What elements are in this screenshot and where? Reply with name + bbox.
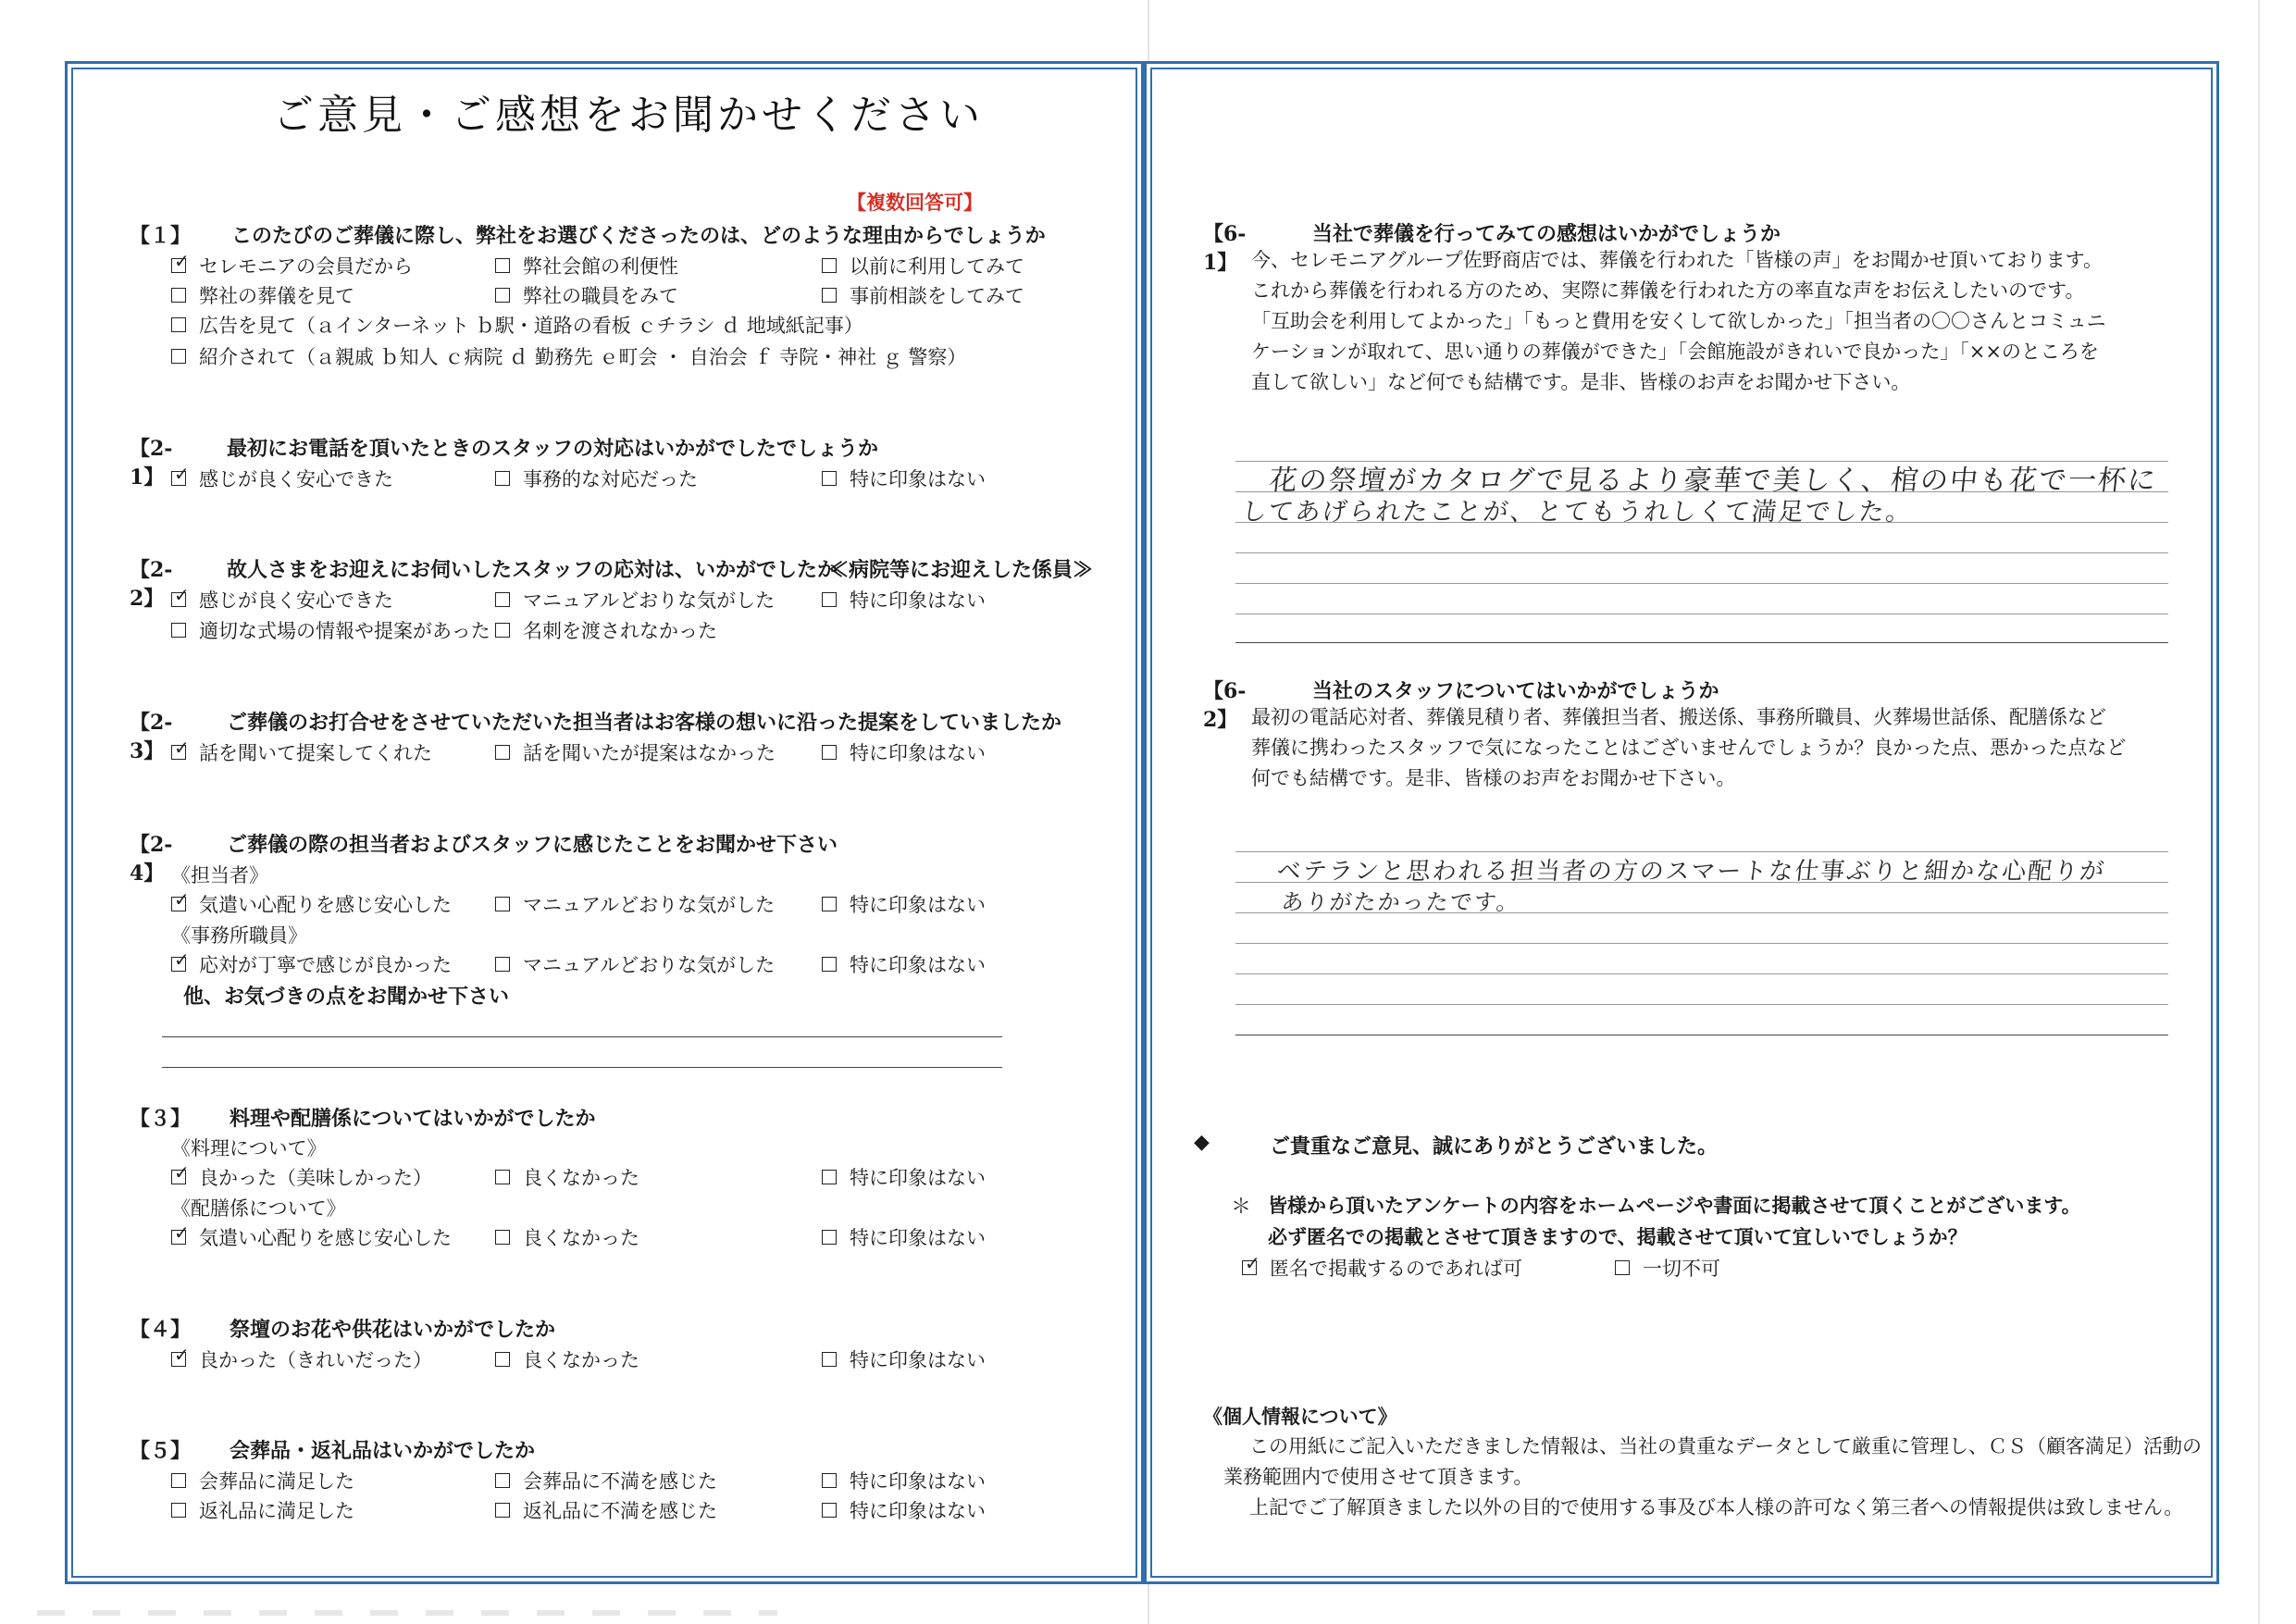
question-note: ≪病院等にお迎えした係員≫ (828, 558, 1094, 582)
q4-option[interactable]: 良くなかった (495, 1345, 639, 1373)
q2-1-option[interactable]: 事務的な対応だった (495, 465, 698, 492)
checkbox-checked-icon[interactable] (171, 258, 186, 273)
question-text: 会葬品・返礼品はいかがでしたか (230, 1439, 536, 1463)
checkbox-checked-icon[interactable] (171, 957, 186, 972)
question-text: 料理や配膳係についてはいかがでしたか (230, 1107, 596, 1131)
question-description: ケーションが取れて、思い通りの葬儀ができた」「会館施設がきれいで良かった」「××のところを (1251, 341, 2099, 363)
q4-option[interactable]: 特に印象はない (822, 1345, 986, 1373)
checkbox-checked-icon[interactable] (171, 897, 186, 911)
thanks-message: ご貴重なご意見、誠にありがとうございました。 (1270, 1134, 1719, 1159)
handwritten-answer: ありがたかったです。 (1280, 889, 1522, 915)
q1-option[interactable]: 弊社会館の利便性 (495, 252, 678, 279)
checkbox-icon[interactable] (171, 317, 186, 332)
handwritten-answer: してあげられたことが、とてもうれしくて満足でした。 (1240, 498, 1915, 527)
subgroup-label: 《配膳係について》 (171, 1197, 346, 1220)
write-line[interactable] (1235, 642, 2168, 643)
q2-2-option[interactable]: 名刺を渡されなかった (495, 616, 717, 644)
question-text: ご葬儀のお打合せをさせていただいた担当者はお客様の想いに沿った提案をしていましたか (227, 711, 1062, 735)
question-description: これから葬儀を行われる方のため、実際に葬儀を行われた方の率直な声をお伝えしたいのです。 (1251, 279, 2085, 302)
checkbox-icon[interactable] (171, 349, 186, 364)
write-line[interactable] (162, 1036, 1002, 1037)
publish-question: 皆様から頂いたアンケートの内容をホームページや書面に掲載させて頂くことがございます。 (1268, 1194, 2081, 1217)
checkbox-icon[interactable] (495, 288, 510, 303)
q1-option[interactable]: 弊社の葬儀を見て (171, 281, 354, 309)
multi-answer-note: 【複数回答可】 (847, 191, 983, 214)
q1-option[interactable]: 以前に利用してみて (822, 252, 1024, 279)
q3-option[interactable]: ✓ 気遣い心配りを感じ安心した (171, 1223, 452, 1251)
checkbox-icon[interactable] (495, 258, 510, 273)
subgroup-label: 《事務所職員》 (171, 924, 307, 947)
question-description: 直して欲しい」など何でも結構です。是非、皆様のお声をお聞かせ下さい。 (1251, 371, 1911, 393)
question-number: 【１】 (130, 224, 192, 248)
q2-1-option[interactable]: ✓ 感じが良く安心できた (171, 465, 393, 492)
checkbox-icon[interactable] (495, 623, 510, 638)
write-line[interactable] (1235, 1004, 2168, 1005)
checkbox-icon[interactable] (495, 897, 510, 911)
checkbox-icon[interactable] (495, 1230, 510, 1245)
checkbox-icon[interactable] (171, 288, 186, 303)
q2-2-option[interactable]: 適切な式場の情報や提案があった (171, 616, 490, 644)
checkbox-icon[interactable] (822, 592, 837, 607)
checkbox-icon[interactable] (822, 288, 837, 303)
question-text: 祭壇のお花や供花はいかがでしたか (230, 1318, 556, 1342)
question-number: 【6-2】 (1203, 679, 1247, 732)
subgroup-label: 《担当者》 (171, 864, 268, 886)
handwritten-answer: ベテランと思われる担当者の方のスマートな仕事ぶりと細かな心配りが (1275, 858, 2107, 886)
write-line[interactable] (1235, 943, 2168, 944)
checkbox-checked-icon[interactable] (171, 1352, 186, 1367)
checkbox-checked-icon[interactable] (1242, 1260, 1257, 1275)
checkbox-icon[interactable] (822, 957, 837, 972)
checkbox-icon[interactable] (822, 258, 837, 273)
checkbox-icon[interactable] (495, 1352, 510, 1367)
privacy-text: この用紙にご記入いただきました情報は、当社の貴重なデータとして厳重に管理し、ＣＳ（顧客満足）活動の (1249, 1435, 2202, 1457)
privacy-heading: 《個人情報について》 (1203, 1405, 1397, 1428)
question-description: 葬儀に携わったスタッフで気になったことはございませんでしょうか？良かった点、悪かった点など (1251, 737, 2127, 759)
checkbox-checked-icon[interactable] (171, 471, 186, 486)
q2-3-option[interactable]: 特に印象はない (822, 738, 986, 766)
checkbox-icon[interactable] (822, 1473, 837, 1488)
question-number: 【2-1】 (130, 437, 173, 490)
checkbox-icon[interactable] (822, 1352, 837, 1367)
checkbox-icon[interactable] (822, 897, 837, 911)
q5-option[interactable]: 返礼品に満足した (171, 1496, 354, 1524)
checkbox-checked-icon[interactable] (171, 745, 186, 760)
q3-option[interactable]: 特に印象はない (822, 1163, 986, 1191)
question-text: 最初にお電話を頂いたときのスタッフの対応はいかがでしたでしょうか (227, 437, 879, 461)
q2-4-option[interactable]: 特に印象はない (822, 950, 986, 978)
write-line[interactable] (1235, 973, 2168, 974)
q2-4-option[interactable]: ✓ 応対が丁寧で感じが良かった (171, 950, 452, 978)
other-comments-label: 他、お気づきの点をお聞かせ下さい (183, 985, 510, 1009)
privacy-text: 上記でご了解頂きました以外の目的で使用する事及び本人様の許可なく第三者への情報提供は致しません。 (1249, 1496, 2184, 1519)
checkbox-icon[interactable] (822, 1503, 837, 1518)
q1-option[interactable]: ✓ セレモニアの会員だから (171, 252, 413, 279)
question-number: 【6-1】 (1203, 222, 1247, 275)
checkbox-icon[interactable] (495, 957, 510, 972)
question-text: 当社のスタッフについてはいかがでしょうか (1312, 679, 1719, 703)
q2-1-option[interactable]: 特に印象はない (822, 465, 986, 492)
question-description: 最初の電話応対者、葬儀見積り者、葬儀担当者、搬送係、事務所職員、火葬場世話係、配膳係など (1251, 706, 2106, 728)
question-text: このたびのご葬儀に際し、弊社をお選びくださったのは、どのような理由からでしょうか (231, 224, 1046, 248)
write-line[interactable] (1235, 583, 2168, 584)
q1-option[interactable]: 弊社の職員をみて (495, 281, 678, 309)
checkbox-icon[interactable] (822, 1230, 837, 1245)
diamond-icon: ◆ (1194, 1131, 1210, 1154)
q5-option[interactable]: 返礼品に不満を感じた (495, 1496, 717, 1524)
write-line[interactable] (1235, 552, 2168, 553)
checkbox-icon[interactable] (495, 1473, 510, 1488)
q2-2-option[interactable]: 特に印象はない (822, 586, 986, 614)
checkbox-checked-icon[interactable] (171, 1230, 186, 1245)
checkbox-icon[interactable] (822, 471, 837, 486)
q2-4-option[interactable]: マニュアルどおりな気がした (495, 950, 775, 978)
scan-artifact (37, 1610, 777, 1616)
question-number: 【2-3】 (130, 711, 173, 763)
checkbox-icon[interactable] (1615, 1260, 1630, 1275)
q4-option[interactable]: ✓ 良かった（きれいだった） (171, 1345, 432, 1373)
question-description: 今、セレモニアグループ佐野商店では、葬儀を行われた「皆様の声」をお聞かせ頂いております。 (1251, 249, 2104, 271)
question-text: 故人さまをお迎えにお伺いしたスタッフの応対は、いかがでしたか (227, 558, 838, 582)
subgroup-label: 《料理について》 (171, 1137, 327, 1159)
question-number: 【2-2】 (130, 558, 173, 611)
checkbox-icon[interactable] (495, 592, 510, 607)
checkbox-icon[interactable] (822, 745, 837, 760)
q1-option[interactable]: 広告を見て（ａインターネット ｂ駅・道路の看板 ｃチラシ ｄ 地域紙記事） (171, 311, 863, 339)
privacy-text: 業務範囲内で使用させて頂きます。 (1223, 1466, 1533, 1488)
checkbox-icon[interactable] (495, 1503, 510, 1518)
q5-option[interactable]: 特に印象はない (822, 1496, 986, 1524)
q2-3-option[interactable]: 話を聞いたが提案はなかった (495, 738, 776, 766)
publish-question: 必ず匿名での掲載とさせて頂きますので、掲載させて頂いて宜しいでしょうか？ (1268, 1225, 1967, 1248)
paper-edge (2258, 0, 2260, 1624)
q3-option[interactable]: ✓ 良かった（美味しかった） (171, 1163, 432, 1191)
checkbox-icon[interactable] (171, 623, 186, 638)
question-number: 【５】 (130, 1439, 192, 1463)
q2-2-option[interactable]: ✓ 感じが良く安心できた (171, 586, 393, 614)
q1-option[interactable]: 事前相談をしてみて (822, 281, 1024, 309)
q2-4-option[interactable]: 特に印象はない (822, 890, 986, 918)
question-number: 【2-4】 (130, 833, 173, 886)
question-number: 【４】 (130, 1318, 192, 1342)
q2-4-option[interactable]: マニュアルどおりな気がした (495, 890, 775, 918)
write-line[interactable] (162, 1067, 1002, 1068)
asterisk-icon: ＊ (1231, 1196, 1252, 1219)
question-description: 「互助会を利用してよかった」「もっと費用を安くして欲しかった」「担当者の〇〇さんとコミュニ (1251, 310, 2106, 332)
question-text: 当社で葬儀を行ってみての感想はいかがでしょうか (1312, 222, 1781, 246)
q1-option[interactable]: 紹介されて（ａ親戚 ｂ知人 ｃ病院 ｄ 勤務先 ｅ町会 ・ 自治会 ｆ 寺院・神社 ｇ 警察） (171, 342, 966, 370)
handwritten-answer: 花の祭壇がカタログで見るより豪華で美しく、棺の中も花で一杯に (1267, 465, 2159, 497)
question-text: ご葬儀の際の担当者およびスタッフに感じたことをお聞かせ下さい (227, 833, 838, 857)
checkbox-icon[interactable] (495, 1170, 510, 1184)
q2-2-option[interactable]: マニュアルどおりな気がした (495, 586, 775, 614)
checkbox-icon[interactable] (495, 745, 510, 760)
page-title: ご意見・ご感想をお聞かせください (273, 92, 984, 139)
q3-option[interactable]: 良くなかった (495, 1163, 639, 1191)
checkbox-checked-icon[interactable] (171, 1170, 186, 1184)
q3-option[interactable]: 良くなかった (495, 1223, 639, 1251)
q5-option[interactable]: 会葬品に不満を感じた (495, 1467, 717, 1494)
publish-option[interactable]: 一切不可 (1615, 1254, 1720, 1282)
checkbox-icon[interactable] (171, 1503, 186, 1518)
question-number: 【３】 (130, 1107, 192, 1131)
q5-option[interactable]: 特に印象はない (822, 1467, 986, 1494)
checkbox-icon[interactable] (822, 1170, 837, 1184)
checkbox-icon[interactable] (171, 1473, 186, 1488)
q2-3-option[interactable]: ✓ 話を聞いて提案してくれた (171, 738, 432, 766)
checkbox-icon[interactable] (495, 471, 510, 486)
checkbox-checked-icon[interactable] (171, 592, 186, 607)
publish-option[interactable]: ✓ 匿名で掲載するのであれば可 (1242, 1254, 1522, 1282)
q5-option[interactable]: 会葬品に満足した (171, 1467, 354, 1494)
q3-option[interactable]: 特に印象はない (822, 1223, 986, 1251)
question-description: 何でも結構です。是非、皆様のお声をお聞かせ下さい。 (1251, 767, 1736, 789)
q2-4-option[interactable]: ✓ 気遣い心配りを感じ安心した (171, 890, 452, 918)
